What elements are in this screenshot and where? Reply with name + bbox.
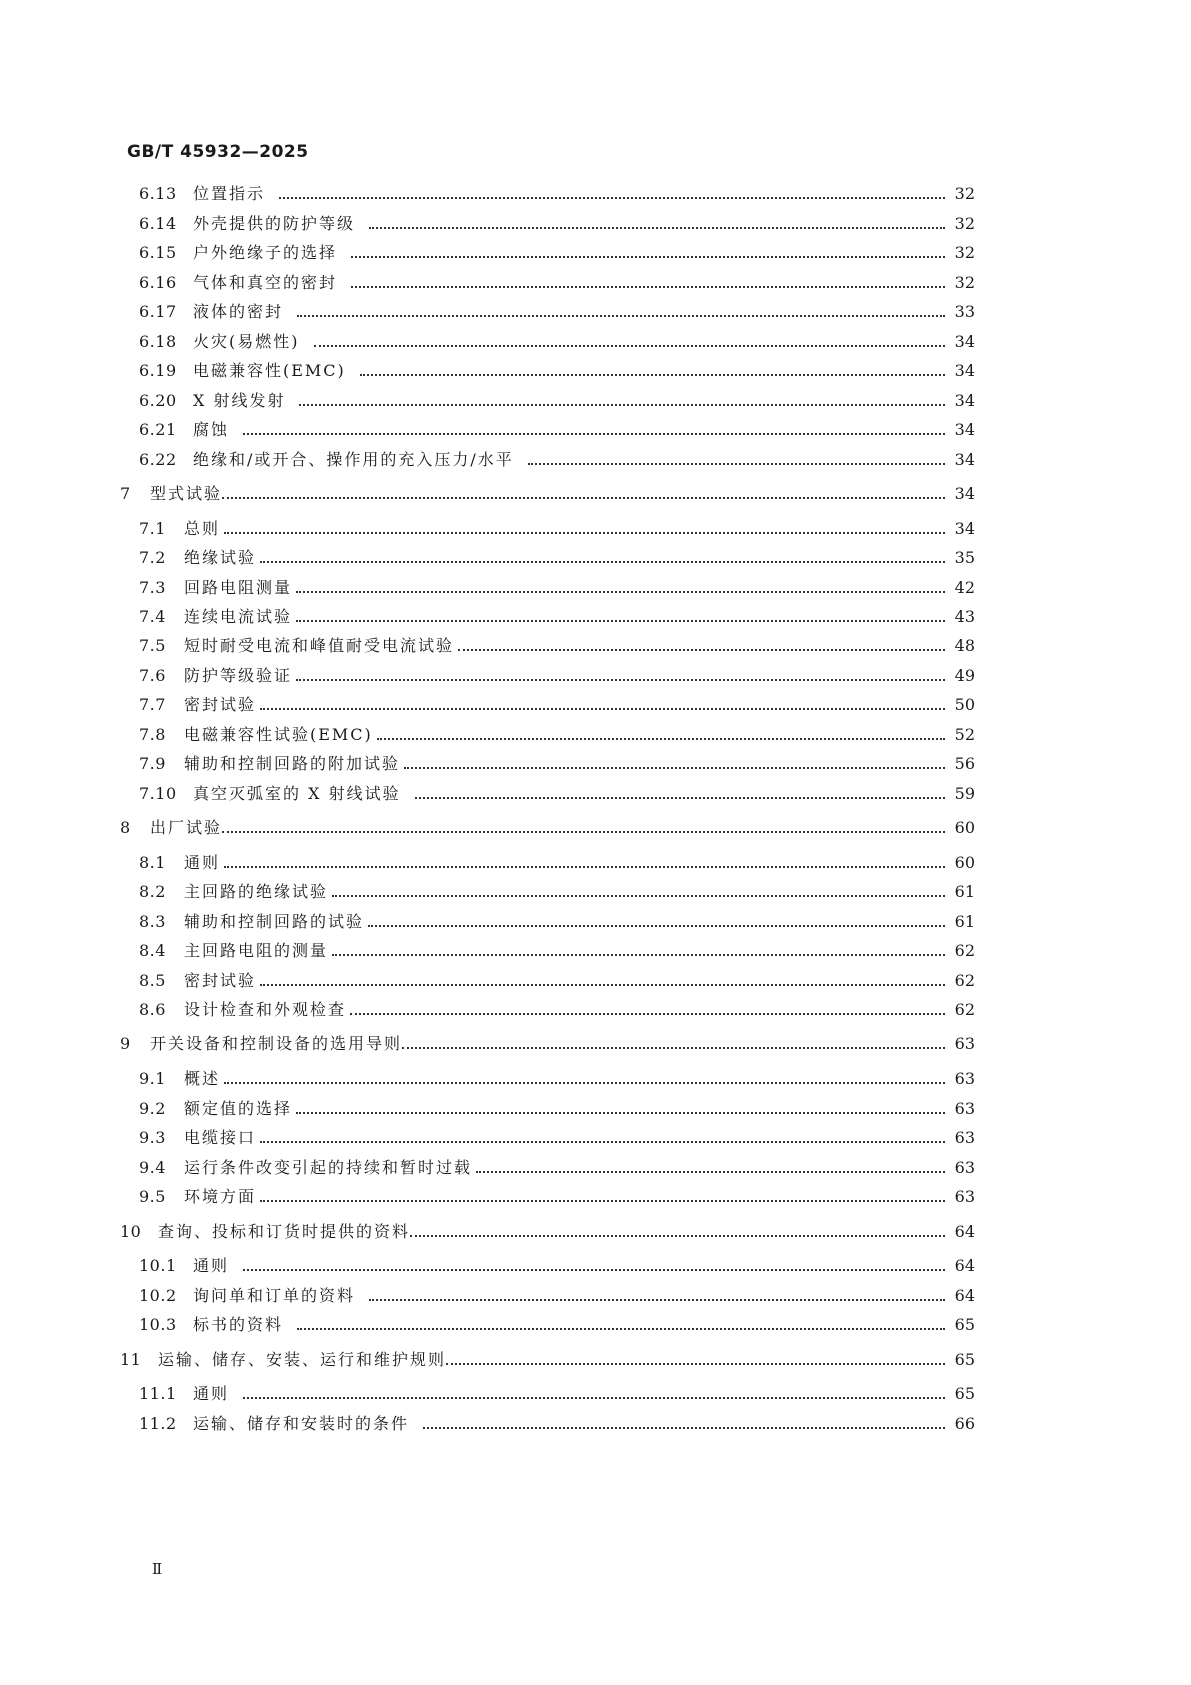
- toc-entry-page: 34: [954, 450, 975, 469]
- toc-entry-title: 运输、储存和安装时的条件: [193, 1414, 410, 1433]
- toc-leader-dots: [296, 679, 945, 681]
- toc-entry-number: 11.1: [139, 1384, 177, 1403]
- toc-entry[interactable]: [139, 723, 975, 747]
- toc-entry[interactable]: [139, 389, 975, 413]
- toc-leader-dots: [369, 227, 945, 229]
- toc-entry-number: 7.2: [139, 548, 166, 567]
- toc-entry-title: 连续电流试验: [184, 607, 293, 626]
- toc-entry-number: 7.5: [139, 636, 166, 655]
- toc-leader-dots: [476, 1171, 945, 1173]
- toc-entry-page: 34: [954, 420, 975, 439]
- page-number: Ⅱ: [152, 1560, 163, 1578]
- toc-entry-title: 环境方面: [184, 1187, 257, 1206]
- toc-leader-dots: [415, 797, 945, 799]
- toc-entry-number: 8.4: [139, 941, 166, 960]
- toc-entry-title: 辅助和控制回路的试验: [184, 912, 365, 931]
- toc-entry-page: 60: [954, 818, 975, 837]
- toc-entry-title: 开关设备和控制设备的选用导则: [150, 1034, 403, 1053]
- toc-leader-dots: [260, 1200, 945, 1202]
- toc-leader-dots: [377, 738, 945, 740]
- toc-entry[interactable]: [139, 330, 975, 354]
- toc-entry[interactable]: [139, 576, 975, 600]
- toc-entry-page: 63: [954, 1187, 975, 1206]
- toc-leader-dots: [260, 1141, 945, 1143]
- toc-entry-title: 户外绝缘子的选择: [193, 243, 338, 262]
- toc-entry[interactable]: [139, 752, 975, 776]
- toc-entry-number: 7.6: [139, 666, 166, 685]
- toc-entry-page: 50: [954, 695, 975, 714]
- toc-leader-dots: [297, 315, 945, 317]
- toc-entry-title: 电缆接口: [184, 1128, 257, 1147]
- toc-leader-dots: [224, 532, 945, 534]
- toc-entry-number: 6.13: [139, 184, 177, 203]
- toc-entry-page: 63: [954, 1128, 975, 1147]
- toc-entry-number: 9.4: [139, 1158, 166, 1177]
- toc-leader-dots: [404, 767, 945, 769]
- toc-leader-dots: [296, 1112, 945, 1114]
- toc-entry-number: 7.1: [139, 519, 166, 538]
- toc-leader-dots: [224, 866, 945, 868]
- toc-entry-title: 型式试验: [150, 484, 223, 503]
- toc-entry[interactable]: [139, 1126, 975, 1150]
- toc-entry[interactable]: [139, 880, 975, 904]
- toc-entry-page: 64: [954, 1256, 975, 1275]
- toc-entry-page: 32: [954, 273, 975, 292]
- toc-leader-dots: [351, 256, 945, 258]
- toc-entry-page: 59: [954, 784, 975, 803]
- toc-entry-title: 通则: [193, 1256, 230, 1275]
- toc-entry-title: 电磁兼容性试验(EMC): [184, 725, 373, 744]
- toc-leader-dots: [410, 1235, 945, 1237]
- toc-entry-page: 56: [954, 754, 975, 773]
- toc-entry-title: 密封试验: [184, 695, 257, 714]
- toc-entry-page: 32: [954, 184, 975, 203]
- toc-entry-number: 10.2: [139, 1286, 177, 1305]
- toc-leader-dots: [332, 895, 945, 897]
- toc-entry-number: 9: [120, 1034, 131, 1053]
- toc-entry[interactable]: [139, 969, 975, 993]
- toc-leader-dots: [243, 1269, 945, 1271]
- toc-leader-dots: [332, 954, 945, 956]
- toc-entry[interactable]: [139, 546, 975, 570]
- toc-leader-dots: [243, 433, 945, 435]
- toc-entry[interactable]: [139, 517, 975, 541]
- toc-entry-page: 65: [954, 1315, 975, 1334]
- toc-entry-number: 11: [120, 1350, 142, 1369]
- toc-entry-number: 9.3: [139, 1128, 166, 1147]
- toc-entry-number: 6.18: [139, 332, 177, 351]
- toc-entry-page: 64: [954, 1286, 975, 1305]
- toc-entry[interactable]: [139, 998, 975, 1022]
- toc-entry-title: 腐蚀: [193, 420, 230, 439]
- toc-entry-page: 34: [954, 519, 975, 538]
- toc-entry-number: 6.16: [139, 273, 177, 292]
- toc-entry-page: 32: [954, 243, 975, 262]
- toc-entry-title: 防护等级验证: [184, 666, 293, 685]
- toc-entry[interactable]: [139, 1156, 975, 1180]
- toc-entry-number: 7.7: [139, 695, 166, 714]
- toc-entry-page: 65: [954, 1384, 975, 1403]
- toc-entry-title: X 射线发射: [193, 391, 286, 410]
- toc-entry-number: 6.14: [139, 214, 177, 233]
- toc-entry-number: 8: [120, 818, 131, 837]
- toc-entry[interactable]: [139, 182, 975, 206]
- toc-leader-dots: [296, 620, 945, 622]
- toc-entry-title: 通则: [193, 1384, 230, 1403]
- toc-leader-dots: [243, 1397, 945, 1399]
- toc-leader-dots: [260, 708, 945, 710]
- toc-entry-page: 35: [954, 548, 975, 567]
- toc-entry[interactable]: [120, 1032, 975, 1056]
- toc-entry-number: 8.2: [139, 882, 166, 901]
- toc-leader-dots: [458, 649, 945, 651]
- toc-entry-title: 绝缘和/或开合、操作用的充入压力/水平: [193, 450, 514, 469]
- toc-leader-dots: [314, 345, 946, 347]
- toc-entry[interactable]: [139, 851, 975, 875]
- toc-leader-dots: [299, 404, 945, 406]
- toc-entry-title: 绝缘试验: [184, 548, 257, 567]
- toc-entry-number: 6.19: [139, 361, 177, 380]
- toc-entry-page: 63: [954, 1069, 975, 1088]
- toc-entry-title: 气体和真空的密封: [193, 273, 338, 292]
- toc-entry-title: 查询、投标和订货时提供的资料: [158, 1222, 411, 1241]
- toc-entry-title: 液体的密封: [193, 302, 284, 321]
- toc-leader-dots: [351, 286, 945, 288]
- toc-leader-dots: [297, 1328, 945, 1330]
- toc-entry-page: 33: [954, 302, 975, 321]
- toc-entry-page: 61: [954, 912, 975, 931]
- toc-entry[interactable]: [139, 1382, 975, 1406]
- toc-leader-dots: [528, 463, 945, 465]
- toc-entry[interactable]: [139, 664, 975, 688]
- toc-entry-number: 10.3: [139, 1315, 177, 1334]
- toc-leader-dots: [222, 831, 945, 833]
- toc-entry-number: 6.22: [139, 450, 177, 469]
- toc-leader-dots: [368, 925, 945, 927]
- toc-entry-number: 11.2: [139, 1414, 177, 1433]
- toc-entry-number: 7.9: [139, 754, 166, 773]
- toc-entry[interactable]: [139, 634, 975, 658]
- toc-entry-number: 6.20: [139, 391, 177, 410]
- toc-entry-page: 43: [954, 607, 975, 626]
- toc-entry-title: 运输、储存、安装、运行和维护规则: [158, 1350, 447, 1369]
- toc-entry[interactable]: [139, 1185, 975, 1209]
- toc-entry-page: 63: [954, 1034, 975, 1053]
- toc-entry[interactable]: [139, 693, 975, 717]
- toc-entry-page: 62: [954, 1000, 975, 1019]
- toc-entry-page: 52: [954, 725, 975, 744]
- toc-entry-title: 短时耐受电流和峰值耐受电流试验: [184, 636, 455, 655]
- toc-entry-number: 7.8: [139, 725, 166, 744]
- toc-entry-page: 61: [954, 882, 975, 901]
- toc-entry-title: 总则: [184, 519, 221, 538]
- toc-entry[interactable]: [139, 1313, 975, 1337]
- toc-entry[interactable]: [139, 1097, 975, 1121]
- toc-entry-title: 标书的资料: [193, 1315, 284, 1334]
- toc-entry-title: 概述: [184, 1069, 221, 1088]
- toc-entry-page: 62: [954, 971, 975, 990]
- toc-entry-page: 32: [954, 214, 975, 233]
- toc-entry-page: 42: [954, 578, 975, 597]
- toc-entry[interactable]: [139, 1067, 975, 1091]
- toc-entry[interactable]: [120, 816, 975, 840]
- toc-leader-dots: [279, 197, 945, 199]
- toc-entry[interactable]: [139, 448, 975, 472]
- toc-entry[interactable]: [120, 1220, 975, 1244]
- toc-entry[interactable]: [139, 271, 975, 295]
- toc-entry-page: 60: [954, 853, 975, 872]
- toc-entry-page: 48: [954, 636, 975, 655]
- toc-entry[interactable]: [139, 782, 975, 806]
- toc-entry-number: 10: [120, 1222, 142, 1241]
- toc-leader-dots: [260, 984, 945, 986]
- toc-entry-number: 8.1: [139, 853, 166, 872]
- toc-entry-title: 真空灭弧室的 X 射线试验: [193, 784, 401, 803]
- toc-leader-dots: [446, 1363, 945, 1365]
- toc-entry-page: 62: [954, 941, 975, 960]
- toc-entry-title: 主回路的绝缘试验: [184, 882, 329, 901]
- toc-leader-dots: [350, 1013, 945, 1015]
- toc-entry[interactable]: [139, 300, 975, 324]
- toc-entry-page: 65: [954, 1350, 975, 1369]
- toc-entry[interactable]: [139, 605, 975, 629]
- toc-entry-page: 49: [954, 666, 975, 685]
- toc-entry-page: 34: [954, 332, 975, 351]
- toc-entry[interactable]: [120, 482, 975, 506]
- toc-entry-page: 34: [954, 391, 975, 410]
- toc-entry-title: 电磁兼容性(EMC): [193, 361, 346, 380]
- toc-entry[interactable]: [139, 1284, 975, 1308]
- toc-entry[interactable]: [139, 241, 975, 265]
- toc-entry-title: 主回路电阻的测量: [184, 941, 329, 960]
- toc-leader-dots: [402, 1047, 945, 1049]
- toc-entry[interactable]: [139, 1254, 975, 1278]
- toc-leader-dots: [360, 374, 945, 376]
- toc-entry-title: 设计检查和外观检查: [184, 1000, 347, 1019]
- toc-entry-title: 运行条件改变引起的持续和暂时过载: [184, 1158, 473, 1177]
- toc-entry[interactable]: [139, 910, 975, 934]
- toc-leader-dots: [224, 1082, 945, 1084]
- toc-entry-number: 8.6: [139, 1000, 166, 1019]
- toc-entry-page: 63: [954, 1158, 975, 1177]
- toc-entry[interactable]: [139, 212, 975, 236]
- toc-entry-page: 34: [954, 484, 975, 503]
- toc-entry-title: 辅助和控制回路的附加试验: [184, 754, 401, 773]
- toc-entry[interactable]: [139, 418, 975, 442]
- toc-entry-page: 64: [954, 1222, 975, 1241]
- toc-entry-number: 6.17: [139, 302, 177, 321]
- toc-entry-title: 额定值的选择: [184, 1099, 293, 1118]
- toc-entry-number: 9.2: [139, 1099, 166, 1118]
- toc-entry-number: 7.3: [139, 578, 166, 597]
- toc-entry[interactable]: [139, 1412, 975, 1436]
- toc-leader-dots: [296, 591, 945, 593]
- toc-entry-number: 8.3: [139, 912, 166, 931]
- toc-entry-page: 66: [954, 1414, 975, 1433]
- toc-leader-dots: [423, 1427, 945, 1429]
- toc-entry-number: 6.21: [139, 420, 177, 439]
- toc-entry-number: 6.15: [139, 243, 177, 262]
- toc-entry-page: 34: [954, 361, 975, 380]
- toc-entry-title: 回路电阻测量: [184, 578, 293, 597]
- toc-entry-number: 8.5: [139, 971, 166, 990]
- toc-entry-number: 10.1: [139, 1256, 177, 1275]
- toc-entry[interactable]: [139, 359, 975, 383]
- toc-leader-dots: [260, 561, 945, 563]
- toc-leader-dots: [369, 1299, 945, 1301]
- toc-entry[interactable]: [139, 939, 975, 963]
- toc-entry-number: 9.5: [139, 1187, 166, 1206]
- toc-entry-title: 询问单和订单的资料: [193, 1286, 356, 1305]
- toc-entry-number: 7.4: [139, 607, 166, 626]
- toc-entry-title: 位置指示: [193, 184, 266, 203]
- toc-entry-number: 7.10: [139, 784, 177, 803]
- toc-entry-title: 通则: [184, 853, 221, 872]
- toc-leader-dots: [222, 497, 945, 499]
- toc-entry[interactable]: [120, 1348, 975, 1372]
- toc-entry-title: 密封试验: [184, 971, 257, 990]
- document-code: GB/T 45932—2025: [127, 142, 309, 162]
- toc-entry-number: 9.1: [139, 1069, 166, 1088]
- toc-entry-title: 外壳提供的防护等级: [193, 214, 356, 233]
- toc-entry-title: 火灾(易燃性): [193, 332, 300, 351]
- toc-entry-title: 出厂试验: [150, 818, 223, 837]
- toc-entry-number: 7: [120, 484, 131, 503]
- toc-entry-page: 63: [954, 1099, 975, 1118]
